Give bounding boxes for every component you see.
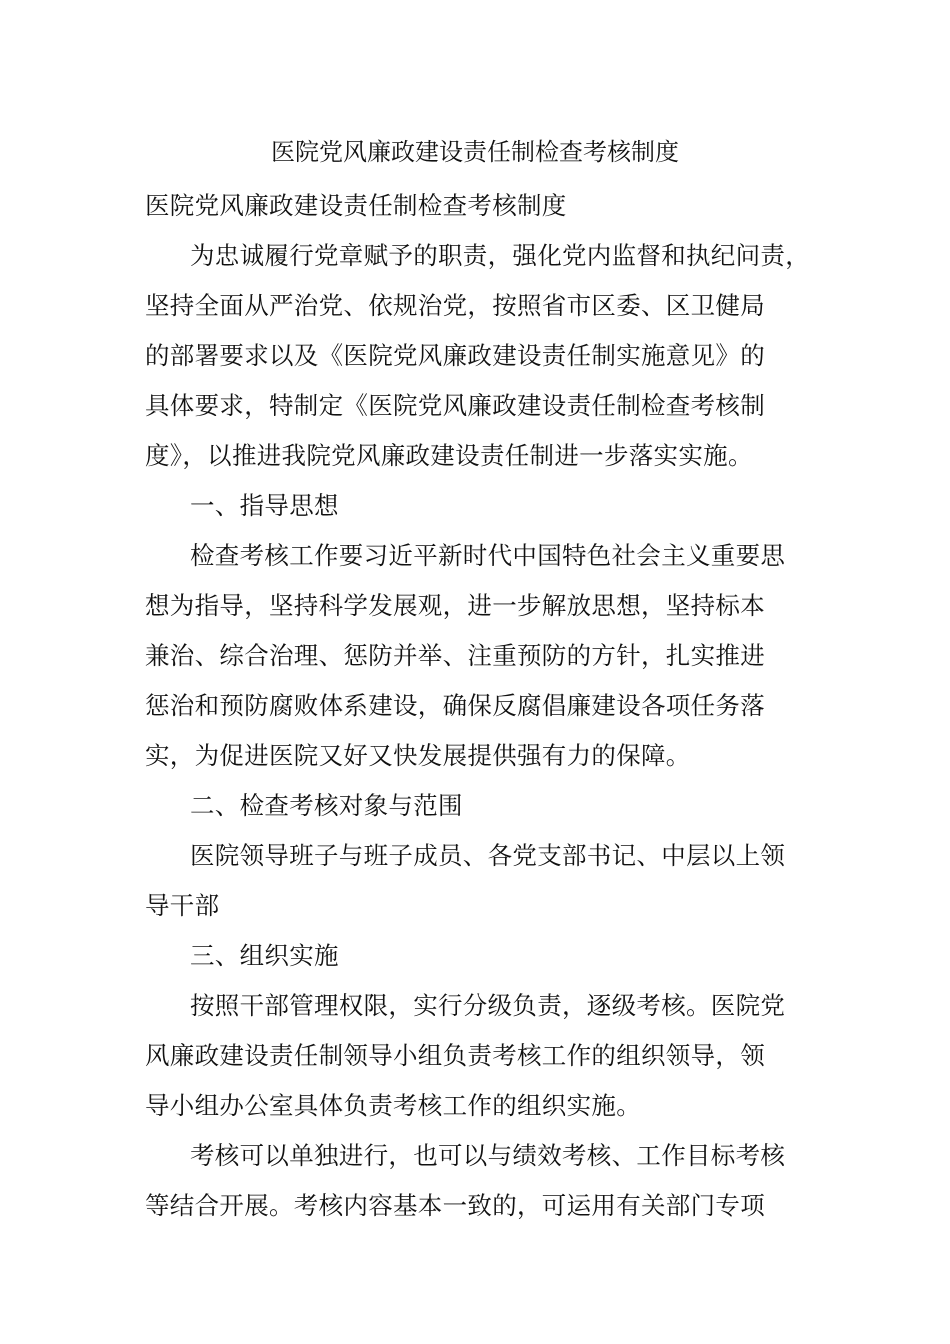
paragraph-line: 等结合开展。考核内容基本一致的，可运用有关部门专项 (145, 1191, 765, 1220)
subtitle-line: 医院党风廉政建设责任制检查考核制度 (145, 191, 567, 220)
paragraph-line: 导干部 (145, 891, 220, 920)
paragraph-line: 为忠诚履行党章赋予的职责，强化党内监督和执纪问责， (190, 241, 810, 270)
paragraph-line: 的部署要求以及《医院党风廉政建设责任制实施意见》的 (145, 341, 765, 370)
paragraph-line: 具体要求，特制定《医院党风廉政建设责任制检查考核制 (145, 391, 765, 420)
paragraph-line: 坚持全面从严治党、依规治党，按照省市区委、区卫健局 (145, 291, 765, 320)
paragraph-line: 医院领导班子与班子成员、各党支部书记、中层以上领 (190, 841, 786, 870)
paragraph-line: 想为指导，坚持科学发展观，进一步解放思想，坚持标本 (145, 591, 765, 620)
section-heading: 三、组织实施 (190, 941, 339, 970)
paragraph-line: 度》，以推进我院党风廉政建设责任制进一步落实实施。 (145, 441, 753, 470)
paragraph-line: 考核可以单独进行，也可以与绩效考核、工作目标考核 (190, 1141, 786, 1170)
paragraph-line: 检查考核工作要习近平新时代中国特色社会主义重要思 (190, 541, 786, 570)
paragraph-line: 惩治和预防腐败体系建设，确保反腐倡廉建设各项任务落 (145, 691, 765, 720)
paragraph-line: 风廉政建设责任制领导小组负责考核工作的组织领导，领 (145, 1041, 765, 1070)
section-heading: 二、检查考核对象与范围 (190, 791, 463, 820)
document-title: 医院党风廉政建设责任制检查考核制度 (271, 138, 679, 166)
document-body (145, 181, 815, 1231)
section-heading: 一、指导思想 (190, 491, 339, 520)
paragraph-line: 实，为促进医院又好又快发展提供强有力的保障。 (145, 741, 691, 770)
paragraph-line: 兼治、综合治理、惩防并举、注重预防的方针，扎实推进 (145, 641, 765, 670)
paragraph-line: 按照干部管理权限，实行分级负责，逐级考核。医院党 (190, 991, 786, 1020)
paragraph-line: 导小组办公室具体负责考核工作的组织实施。 (145, 1091, 641, 1120)
